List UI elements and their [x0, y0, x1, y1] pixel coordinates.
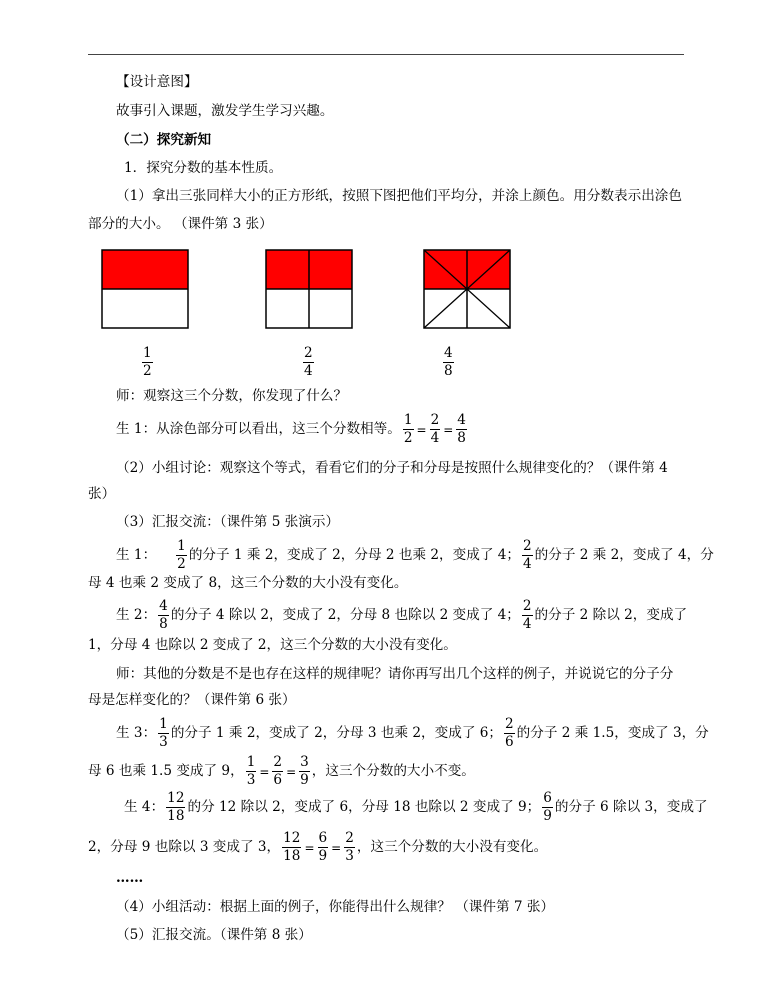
- step1-line1: （1）拿出三张同样大小的正方形纸，按照下图把他们平均分，并涂上颜色。用分数表示出涂色: [116, 188, 682, 204]
- step3: （3）汇报交流：（课件第 5 张演示）: [116, 514, 340, 530]
- student-4-report-line2: 2，分母 9 也除以 3 变成了 3， $\frac{12}{18}$ = $\frac{6}{9}$ = $\frac{2}{3}$ ，这三个分数的大小没有变化。: [88, 830, 548, 864]
- figure-3-label: $\frac{4}{8}$: [444, 345, 453, 379]
- step2-line1: （2）小组讨论：观察这个等式，看看它们的分子和分母是按照什么规律变化的？（课件第 4: [116, 460, 668, 476]
- student-1-answer: 生 1：从涂色部分可以看出，这三个分数相等。 $\frac{1}{2}$ = $\frac{2}{4}$ = $\frac{4}{8}$: [116, 412, 466, 446]
- student-1-report-line2: 母 4 也乘 2 变成了 8，这三个分数的大小没有变化。: [88, 575, 408, 591]
- item-1: 1．探究分数的基本性质。: [124, 160, 283, 176]
- student-1-report: 生 1： $\frac{1}{2}$ 的分子 1 乘 2，变成了 2，分母 2 也乘 2，变成了 4； $\frac{2}{4}$ 的分子 2 乘 2，变成了 4，分: [116, 538, 714, 572]
- teacher-question-2-line1: 师：其他的分数是不是也存在这样的规律呢？请你再写出几个这样的例子，并说说它的分子分: [116, 666, 674, 682]
- figure-1-label: $\frac{1}{2}$: [143, 345, 152, 379]
- student-2-report: 生 2： $\frac{4}{8}$ 的分子 4 除以 2，变成了 2，分母 8 也除以 2 变成了 4； $\frac{2}{4}$ 的分子 2 除以 2，变成了: [116, 598, 688, 632]
- student-3-report-line2: 母 6 也乘 1.5 变成了 9， $\frac{1}{3}$ = $\frac{2}{6}$ = $\frac{3}{9}$ ，这三个分数的大小不变。: [88, 754, 475, 788]
- student-4-report: 生 4： $\frac{12}{18}$ 的分 12 除以 2，变成了 6，分母 18 也除以 2 变成了 9； $\frac{6}{9}$ 的分子 6 除以 3，变成了: [124, 790, 708, 824]
- section-title: （二）探究新知: [116, 132, 212, 148]
- step4: （4）小组活动：根据上面的例子，你能得出什么规律？ （课件第 7 张）: [116, 899, 555, 915]
- square-halves-figure: [101, 249, 189, 329]
- header-rule: [88, 54, 684, 55]
- shaded-region: [102, 250, 188, 289]
- student-2-report-line2: 1，分母 4 也除以 2 变成了 2，这三个分数的大小没有变化。: [88, 637, 457, 653]
- design-intent-text: 故事引入课题，激发学生学习兴趣。: [116, 103, 334, 119]
- square-quarters-figure: [265, 249, 353, 329]
- teacher-question-2-line2: 母是怎样变化的？（课件第 6 张）: [88, 692, 296, 708]
- teacher-question-1: 师：观察这三个分数，你发现了什么？: [116, 388, 348, 404]
- student-3-report: 生 3： $\frac{1}{3}$ 的分子 1 乘 2，变成了 2，分母 3 也乘 2，变成了 6； $\frac{2}{6}$ 的分子 2 乘 1.5，变成了 3，分: [116, 716, 709, 750]
- step1-line2: 部分的大小。 （课件第 3 张）: [88, 216, 273, 232]
- design-intent-heading: 【设计意图】: [116, 74, 198, 90]
- step2-line2: 张）: [88, 486, 116, 502]
- step5: （5）汇报交流。（课件第 8 张）: [116, 927, 312, 943]
- ellipsis: ……: [116, 870, 144, 886]
- square-eighths-figure: [423, 249, 511, 329]
- figure-2-label: $\frac{2}{4}$: [304, 345, 313, 379]
